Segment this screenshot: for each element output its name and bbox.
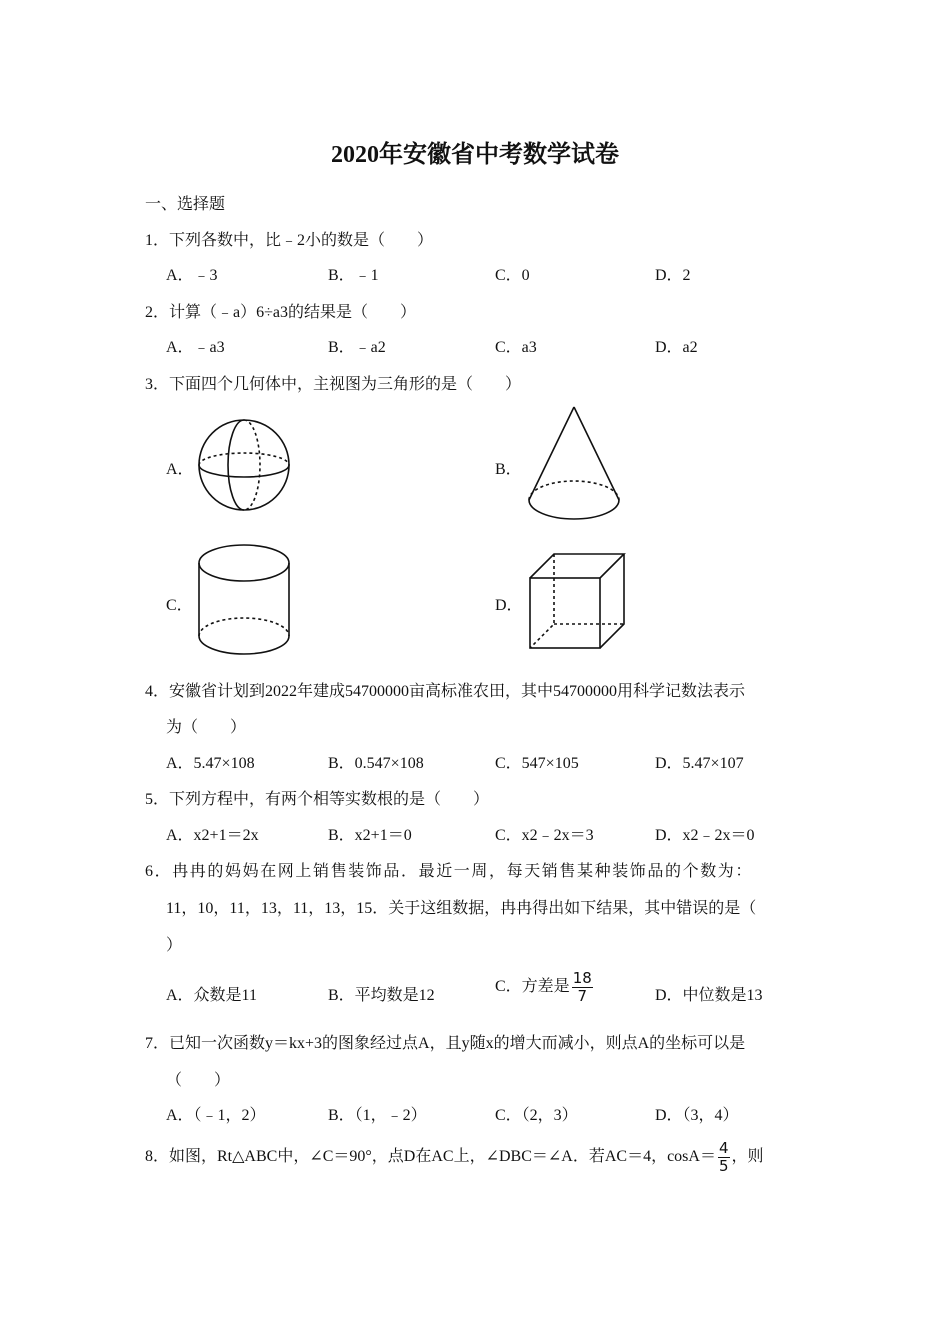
q1-option-c: C．0	[495, 267, 530, 284]
cube-icon	[526, 551, 628, 651]
section-heading: 一、选择题	[145, 196, 226, 213]
q1-option-b: B．﹣1	[328, 267, 379, 284]
question-4-stem-cont: 为（ ）	[166, 719, 247, 736]
question-1-stem: 1．下列各数中，比﹣2小的数是（ ）	[145, 232, 434, 249]
q6-option-c	[495, 970, 595, 1005]
question-6-stem-cont: 11，10，11，13，11，13，15．关于这组数据，冉冉得出如下结果，其中错误的是（	[166, 900, 757, 917]
q7-option-c: C．（2，3）	[495, 1107, 578, 1124]
q6-option-c-label: C．方差是	[495, 978, 570, 996]
q3-option-b: B．	[495, 461, 522, 478]
q7-option-a: A．（﹣1，2）	[166, 1107, 266, 1124]
q6-option-a: A．众数是11	[166, 987, 257, 1004]
cos-fraction	[718, 1140, 730, 1175]
question-7-stem: 7．已知一次函数y＝kx+3的图象经过点A，且y随x的增大而减小，则点A的坐标可以是	[145, 1035, 746, 1052]
q7-option-d: D．（3，4）	[655, 1107, 739, 1124]
q6-option-d: D．中位数是13	[655, 987, 763, 1004]
q5-option-b: B．x2+1＝0	[328, 827, 412, 844]
q2-option-a: A．﹣a3	[166, 339, 225, 356]
question-7-stem-cont: （ ）	[166, 1072, 231, 1089]
q3-option-d: D．	[495, 597, 523, 614]
question-8-tail: ，则	[731, 1148, 764, 1166]
q5-option-c: C．x2﹣2x＝3	[495, 827, 594, 844]
question-3-stem: 3．下面四个几何体中，主视图为三角形的是（ ）	[145, 376, 522, 393]
q3-option-c: C．	[166, 597, 193, 614]
q4-option-a: A．5.47×108	[166, 755, 255, 772]
q3-option-a: A．	[166, 461, 194, 478]
variance-numerator: 18	[572, 969, 592, 987]
variance-denominator: 7	[577, 987, 587, 1005]
page-title: 2020年安徽省中考数学试卷	[331, 142, 619, 168]
question-4-stem: 4．安徽省计划到2022年建成54700000亩高标准农田，其中54700000用科学记数法表示	[145, 683, 746, 700]
q5-option-a: A．x2+1＝2x	[166, 827, 259, 844]
q5-option-d: D．x2﹣2x＝0	[655, 827, 755, 844]
cone-icon	[524, 403, 624, 523]
cos-denominator: 5	[718, 1157, 729, 1175]
q2-option-d: D．a2	[655, 339, 698, 356]
q1-option-a: A．﹣3	[166, 267, 218, 284]
cylinder-icon	[194, 541, 294, 659]
q6-option-b: B．平均数是12	[328, 987, 435, 1004]
cos-numerator: 4	[718, 1139, 729, 1157]
question-6-stem-end: ）	[166, 937, 183, 954]
question-8-text: 8．如图，Rt△ABC中，∠C＝90°，点D在AC上，∠DBC＝∠A．若AC＝4，cosA＝	[145, 1148, 716, 1166]
q2-option-b: B．﹣a2	[328, 339, 386, 356]
question-8-stem	[145, 1140, 764, 1175]
sphere-icon	[195, 417, 293, 513]
q4-option-c: C．547×105	[495, 755, 579, 772]
variance-fraction	[572, 970, 593, 1005]
q1-option-d: D．2	[655, 267, 691, 284]
q4-option-b: B．0.547×108	[328, 755, 424, 772]
q4-option-d: D．5.47×107	[655, 755, 744, 772]
question-2-stem: 2．计算（﹣a）6÷a3的结果是（ ）	[145, 304, 416, 321]
question-5-stem: 5．下列方程中，有两个相等实数根的是（ ）	[145, 791, 490, 808]
q7-option-b: B．（1，﹣2）	[328, 1107, 427, 1124]
question-6-stem: 6．冉冉的妈妈在网上销售装饰品．最近一周，每天销售某种装饰品的个数为：	[145, 863, 754, 880]
q2-option-c: C．a3	[495, 339, 537, 356]
